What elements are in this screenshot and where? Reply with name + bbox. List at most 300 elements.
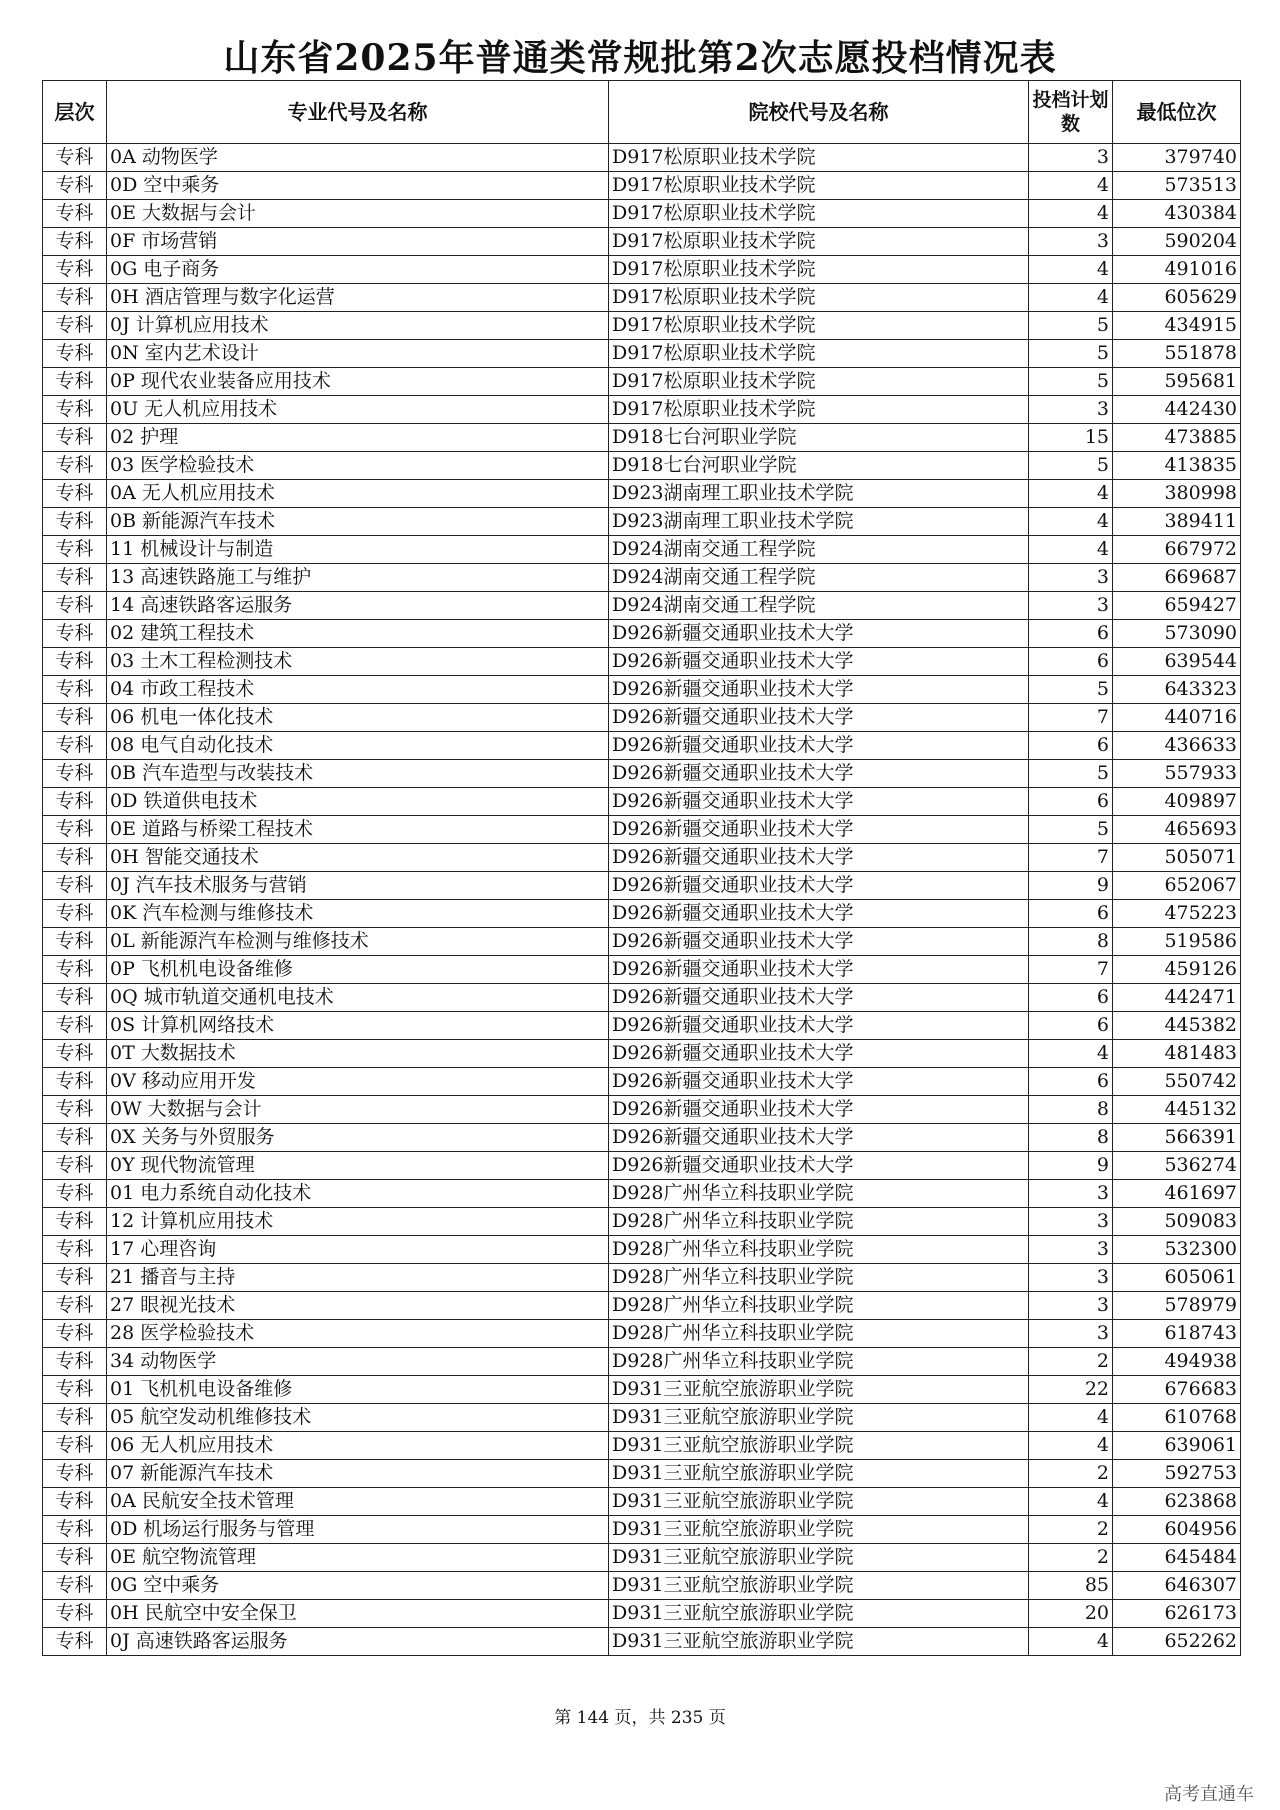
cell-major: 0E 大数据与会计 — [107, 200, 609, 228]
cell-major: 14 高速铁路客运服务 — [107, 592, 609, 620]
cell-school: D918七台河职业学院 — [609, 424, 1029, 452]
cell-level: 专科 — [43, 256, 107, 284]
cell-plan: 4 — [1029, 172, 1113, 200]
cell-plan: 9 — [1029, 872, 1113, 900]
cell-plan: 4 — [1029, 1404, 1113, 1432]
cell-level: 专科 — [43, 1460, 107, 1488]
table-row — [43, 1488, 1241, 1516]
cell-rank: 605061 — [1113, 1264, 1241, 1292]
cell-plan: 5 — [1029, 312, 1113, 340]
table-row — [43, 536, 1241, 564]
cell-plan: 3 — [1029, 1320, 1113, 1348]
watermark: 高考直通车 — [1164, 1784, 1254, 1805]
cell-school: D926新疆交通职业技术大学 — [609, 1124, 1029, 1152]
cell-school: D924湖南交通工程学院 — [609, 564, 1029, 592]
cell-school: D924湖南交通工程学院 — [609, 592, 1029, 620]
cell-rank: 380998 — [1113, 480, 1241, 508]
table-row — [43, 1152, 1241, 1180]
cell-school: D931三亚航空旅游职业学院 — [609, 1516, 1029, 1544]
cell-level: 专科 — [43, 1236, 107, 1264]
cell-plan: 6 — [1029, 984, 1113, 1012]
cell-level: 专科 — [43, 1292, 107, 1320]
cell-level: 专科 — [43, 368, 107, 396]
cell-level: 专科 — [43, 760, 107, 788]
cell-major: 0D 空中乘务 — [107, 172, 609, 200]
cell-rank: 475223 — [1113, 900, 1241, 928]
table-row — [43, 732, 1241, 760]
cell-major: 0U 无人机应用技术 — [107, 396, 609, 424]
cell-rank: 645484 — [1113, 1544, 1241, 1572]
cell-plan: 2 — [1029, 1348, 1113, 1376]
cell-major: 06 无人机应用技术 — [107, 1432, 609, 1460]
table-row — [43, 928, 1241, 956]
table-row — [43, 1320, 1241, 1348]
cell-plan: 6 — [1029, 1068, 1113, 1096]
cell-rank: 643323 — [1113, 676, 1241, 704]
cell-level: 专科 — [43, 1040, 107, 1068]
table-row — [43, 1516, 1241, 1544]
page-footer: 第 144 页，共 235 页 — [554, 1708, 726, 1728]
cell-rank: 519586 — [1113, 928, 1241, 956]
cell-level: 专科 — [43, 1516, 107, 1544]
cell-school: D926新疆交通职业技术大学 — [609, 620, 1029, 648]
cell-school: D926新疆交通职业技术大学 — [609, 1068, 1029, 1096]
table-header-row — [43, 81, 1241, 144]
table-row — [43, 816, 1241, 844]
table-row — [43, 900, 1241, 928]
cell-rank: 626173 — [1113, 1600, 1241, 1628]
cell-school: D926新疆交通职业技术大学 — [609, 928, 1029, 956]
cell-level: 专科 — [43, 1152, 107, 1180]
cell-plan: 4 — [1029, 1488, 1113, 1516]
table-row — [43, 1404, 1241, 1432]
cell-level: 专科 — [43, 396, 107, 424]
cell-plan: 2 — [1029, 1516, 1113, 1544]
cell-school: D931三亚航空旅游职业学院 — [609, 1600, 1029, 1628]
cell-school: D917松原职业技术学院 — [609, 172, 1029, 200]
table-row — [43, 368, 1241, 396]
cell-major: 0F 市场营销 — [107, 228, 609, 256]
cell-major: 03 土木工程检测技术 — [107, 648, 609, 676]
cell-major: 03 医学检验技术 — [107, 452, 609, 480]
cell-major: 05 航空发动机维修技术 — [107, 1404, 609, 1432]
cell-rank: 595681 — [1113, 368, 1241, 396]
cell-rank: 652067 — [1113, 872, 1241, 900]
cell-school: D926新疆交通职业技术大学 — [609, 648, 1029, 676]
cell-major: 0H 民航空中安全保卫 — [107, 1600, 609, 1628]
table-row — [43, 1068, 1241, 1096]
cell-major: 0S 计算机网络技术 — [107, 1012, 609, 1040]
table-row — [43, 564, 1241, 592]
cell-rank: 434915 — [1113, 312, 1241, 340]
cell-level: 专科 — [43, 1488, 107, 1516]
cell-major: 0H 酒店管理与数字化运营 — [107, 284, 609, 312]
cell-school: D917松原职业技术学院 — [609, 144, 1029, 172]
cell-plan: 5 — [1029, 676, 1113, 704]
cell-major: 21 播音与主持 — [107, 1264, 609, 1292]
cell-plan: 7 — [1029, 956, 1113, 984]
cell-major: 0G 空中乘务 — [107, 1572, 609, 1600]
cell-level: 专科 — [43, 928, 107, 956]
table-body — [43, 144, 1241, 1656]
cell-school: D928广州华立科技职业学院 — [609, 1180, 1029, 1208]
cell-plan: 4 — [1029, 480, 1113, 508]
cell-plan: 4 — [1029, 284, 1113, 312]
cell-plan: 4 — [1029, 1432, 1113, 1460]
cell-level: 专科 — [43, 1320, 107, 1348]
cell-major: 01 电力系统自动化技术 — [107, 1180, 609, 1208]
cell-plan: 5 — [1029, 760, 1113, 788]
cell-major: 07 新能源汽车技术 — [107, 1460, 609, 1488]
header-major: 专业代号及名称 — [107, 81, 609, 144]
cell-rank: 445382 — [1113, 1012, 1241, 1040]
cell-rank: 605629 — [1113, 284, 1241, 312]
cell-level: 专科 — [43, 1628, 107, 1656]
cell-school: D926新疆交通职业技术大学 — [609, 1040, 1029, 1068]
table-row — [43, 1460, 1241, 1488]
cell-major: 0J 高速铁路客运服务 — [107, 1628, 609, 1656]
header-plan: 投档计划数 — [1029, 81, 1113, 144]
cell-plan: 4 — [1029, 536, 1113, 564]
table-row — [43, 1096, 1241, 1124]
cell-major: 0Y 现代物流管理 — [107, 1152, 609, 1180]
cell-major: 0A 民航安全技术管理 — [107, 1488, 609, 1516]
cell-school: D928广州华立科技职业学院 — [609, 1236, 1029, 1264]
cell-plan: 4 — [1029, 1628, 1113, 1656]
cell-plan: 3 — [1029, 1180, 1113, 1208]
cell-plan: 6 — [1029, 732, 1113, 760]
table-row — [43, 1236, 1241, 1264]
cell-major: 17 心理咨询 — [107, 1236, 609, 1264]
cell-rank: 646307 — [1113, 1572, 1241, 1600]
table-row — [43, 508, 1241, 536]
header-rank: 最低位次 — [1113, 81, 1241, 144]
cell-rank: 652262 — [1113, 1628, 1241, 1656]
cell-plan: 7 — [1029, 704, 1113, 732]
cell-school: D931三亚航空旅游职业学院 — [609, 1628, 1029, 1656]
cell-school: D931三亚航空旅游职业学院 — [609, 1488, 1029, 1516]
cell-plan: 8 — [1029, 1124, 1113, 1152]
table-row — [43, 1124, 1241, 1152]
cell-rank: 676683 — [1113, 1376, 1241, 1404]
cell-school: D917松原职业技术学院 — [609, 368, 1029, 396]
cell-school: D926新疆交通职业技术大学 — [609, 732, 1029, 760]
cell-level: 专科 — [43, 536, 107, 564]
cell-major: 0N 室内艺术设计 — [107, 340, 609, 368]
cell-major: 0K 汽车检测与维修技术 — [107, 900, 609, 928]
cell-major: 0V 移动应用开发 — [107, 1068, 609, 1096]
cell-level: 专科 — [43, 816, 107, 844]
cell-school: D928广州华立科技职业学院 — [609, 1292, 1029, 1320]
cell-school: D931三亚航空旅游职业学院 — [609, 1376, 1029, 1404]
table-row — [43, 872, 1241, 900]
cell-level: 专科 — [43, 172, 107, 200]
cell-rank: 430384 — [1113, 200, 1241, 228]
cell-rank: 623868 — [1113, 1488, 1241, 1516]
cell-major: 0E 航空物流管理 — [107, 1544, 609, 1572]
table-row — [43, 256, 1241, 284]
cell-school: D917松原职业技术学院 — [609, 284, 1029, 312]
cell-rank: 442471 — [1113, 984, 1241, 1012]
cell-school: D926新疆交通职业技术大学 — [609, 956, 1029, 984]
table-row — [43, 172, 1241, 200]
cell-level: 专科 — [43, 452, 107, 480]
cell-major: 34 动物医学 — [107, 1348, 609, 1376]
table-row — [43, 704, 1241, 732]
cell-plan: 15 — [1029, 424, 1113, 452]
table-row — [43, 1572, 1241, 1600]
cell-level: 专科 — [43, 844, 107, 872]
cell-school: D926新疆交通职业技术大学 — [609, 676, 1029, 704]
table-row — [43, 844, 1241, 872]
cell-rank: 590204 — [1113, 228, 1241, 256]
cell-rank: 669687 — [1113, 564, 1241, 592]
cell-major: 08 电气自动化技术 — [107, 732, 609, 760]
cell-plan: 5 — [1029, 368, 1113, 396]
cell-school: D931三亚航空旅游职业学院 — [609, 1432, 1029, 1460]
cell-school: D924湖南交通工程学院 — [609, 536, 1029, 564]
cell-level: 专科 — [43, 1124, 107, 1152]
cell-plan: 3 — [1029, 1292, 1113, 1320]
cell-rank: 445132 — [1113, 1096, 1241, 1124]
table-row — [43, 228, 1241, 256]
table-row — [43, 424, 1241, 452]
cell-rank: 566391 — [1113, 1124, 1241, 1152]
cell-level: 专科 — [43, 788, 107, 816]
cell-level: 专科 — [43, 704, 107, 732]
cell-rank: 578979 — [1113, 1292, 1241, 1320]
cell-level: 专科 — [43, 424, 107, 452]
cell-rank: 491016 — [1113, 256, 1241, 284]
table-row — [43, 1012, 1241, 1040]
table-row — [43, 312, 1241, 340]
cell-school: D926新疆交通职业技术大学 — [609, 816, 1029, 844]
cell-major: 04 市政工程技术 — [107, 676, 609, 704]
cell-major: 0E 道路与桥梁工程技术 — [107, 816, 609, 844]
table-row — [43, 984, 1241, 1012]
cell-level: 专科 — [43, 984, 107, 1012]
cell-plan: 3 — [1029, 144, 1113, 172]
cell-level: 专科 — [43, 900, 107, 928]
cell-plan: 6 — [1029, 788, 1113, 816]
cell-level: 专科 — [43, 480, 107, 508]
cell-rank: 551878 — [1113, 340, 1241, 368]
cell-plan: 4 — [1029, 256, 1113, 284]
cell-major: 13 高速铁路施工与维护 — [107, 564, 609, 592]
cell-rank: 557933 — [1113, 760, 1241, 788]
cell-major: 0Q 城市轨道交通机电技术 — [107, 984, 609, 1012]
cell-plan: 6 — [1029, 648, 1113, 676]
cell-rank: 461697 — [1113, 1180, 1241, 1208]
table-row — [43, 1292, 1241, 1320]
table-row — [43, 1628, 1241, 1656]
cell-level: 专科 — [43, 1544, 107, 1572]
cell-school: D931三亚航空旅游职业学院 — [609, 1460, 1029, 1488]
cell-major: 02 建筑工程技术 — [107, 620, 609, 648]
cell-rank: 473885 — [1113, 424, 1241, 452]
cell-major: 11 机械设计与制造 — [107, 536, 609, 564]
cell-major: 0G 电子商务 — [107, 256, 609, 284]
table-row — [43, 788, 1241, 816]
header-level: 层次 — [43, 81, 107, 144]
cell-plan: 22 — [1029, 1376, 1113, 1404]
cell-school: D928广州华立科技职业学院 — [609, 1348, 1029, 1376]
cell-school: D926新疆交通职业技术大学 — [609, 984, 1029, 1012]
cell-plan: 9 — [1029, 1152, 1113, 1180]
cell-level: 专科 — [43, 1432, 107, 1460]
cell-major: 0A 动物医学 — [107, 144, 609, 172]
cell-level: 专科 — [43, 648, 107, 676]
cell-major: 0H 智能交通技术 — [107, 844, 609, 872]
cell-rank: 413835 — [1113, 452, 1241, 480]
cell-school: D926新疆交通职业技术大学 — [609, 704, 1029, 732]
cell-school: D926新疆交通职业技术大学 — [609, 900, 1029, 928]
cell-major: 0W 大数据与会计 — [107, 1096, 609, 1124]
table-row — [43, 1208, 1241, 1236]
cell-level: 专科 — [43, 564, 107, 592]
cell-plan: 6 — [1029, 1012, 1113, 1040]
cell-school: D931三亚航空旅游职业学院 — [609, 1404, 1029, 1432]
table-row — [43, 1544, 1241, 1572]
cell-rank: 536274 — [1113, 1152, 1241, 1180]
cell-plan: 7 — [1029, 844, 1113, 872]
table-row — [43, 144, 1241, 172]
cell-level: 专科 — [43, 340, 107, 368]
cell-plan: 8 — [1029, 1096, 1113, 1124]
cell-major: 28 医学检验技术 — [107, 1320, 609, 1348]
cell-school: D923湖南理工职业技术学院 — [609, 480, 1029, 508]
cell-level: 专科 — [43, 676, 107, 704]
table-row — [43, 956, 1241, 984]
cell-school: D926新疆交通职业技术大学 — [609, 844, 1029, 872]
cell-level: 专科 — [43, 1264, 107, 1292]
cell-rank: 409897 — [1113, 788, 1241, 816]
table-row — [43, 284, 1241, 312]
cell-level: 专科 — [43, 732, 107, 760]
table-row — [43, 480, 1241, 508]
table-row — [43, 200, 1241, 228]
cell-school: D926新疆交通职业技术大学 — [609, 760, 1029, 788]
cell-plan: 4 — [1029, 200, 1113, 228]
cell-rank: 639544 — [1113, 648, 1241, 676]
cell-major: 12 计算机应用技术 — [107, 1208, 609, 1236]
cell-major: 0X 关务与外贸服务 — [107, 1124, 609, 1152]
table-row — [43, 340, 1241, 368]
header-school: 院校代号及名称 — [609, 81, 1029, 144]
cell-major: 27 眼视光技术 — [107, 1292, 609, 1320]
cell-level: 专科 — [43, 1348, 107, 1376]
table-row — [43, 1264, 1241, 1292]
cell-rank: 379740 — [1113, 144, 1241, 172]
cell-major: 0B 汽车造型与改装技术 — [107, 760, 609, 788]
cell-rank: 573513 — [1113, 172, 1241, 200]
cell-plan: 5 — [1029, 816, 1113, 844]
cell-school: D917松原职业技术学院 — [609, 256, 1029, 284]
table-row — [43, 1432, 1241, 1460]
cell-plan: 5 — [1029, 452, 1113, 480]
cell-level: 专科 — [43, 1012, 107, 1040]
cell-school: D926新疆交通职业技术大学 — [609, 1152, 1029, 1180]
cell-rank: 459126 — [1113, 956, 1241, 984]
cell-plan: 85 — [1029, 1572, 1113, 1600]
table-row — [43, 396, 1241, 424]
cell-plan: 3 — [1029, 564, 1113, 592]
cell-level: 专科 — [43, 1180, 107, 1208]
cell-rank: 550742 — [1113, 1068, 1241, 1096]
cell-rank: 573090 — [1113, 620, 1241, 648]
table-row — [43, 1348, 1241, 1376]
cell-major: 02 护理 — [107, 424, 609, 452]
page-title: 山东省2025年普通类常规批第2次志愿投档情况表 — [223, 37, 1057, 79]
cell-school: D917松原职业技术学院 — [609, 312, 1029, 340]
cell-plan: 3 — [1029, 592, 1113, 620]
cell-rank: 618743 — [1113, 1320, 1241, 1348]
cell-plan: 3 — [1029, 1208, 1113, 1236]
cell-plan: 3 — [1029, 1264, 1113, 1292]
cell-plan: 3 — [1029, 228, 1113, 256]
cell-level: 专科 — [43, 228, 107, 256]
cell-plan: 6 — [1029, 620, 1113, 648]
cell-rank: 505071 — [1113, 844, 1241, 872]
cell-rank: 592753 — [1113, 1460, 1241, 1488]
cell-school: D926新疆交通职业技术大学 — [609, 1096, 1029, 1124]
cell-level: 专科 — [43, 284, 107, 312]
cell-rank: 639061 — [1113, 1432, 1241, 1460]
cell-plan: 3 — [1029, 396, 1113, 424]
cell-school: D926新疆交通职业技术大学 — [609, 872, 1029, 900]
cell-level: 专科 — [43, 508, 107, 536]
cell-rank: 494938 — [1113, 1348, 1241, 1376]
cell-school: D917松原职业技术学院 — [609, 200, 1029, 228]
cell-level: 专科 — [43, 1376, 107, 1404]
cell-plan: 2 — [1029, 1544, 1113, 1572]
cell-level: 专科 — [43, 1096, 107, 1124]
cell-plan: 8 — [1029, 928, 1113, 956]
cell-major: 0P 现代农业装备应用技术 — [107, 368, 609, 396]
cell-level: 专科 — [43, 200, 107, 228]
table-row — [43, 452, 1241, 480]
cell-rank: 465693 — [1113, 816, 1241, 844]
cell-school: D917松原职业技术学院 — [609, 340, 1029, 368]
table-row — [43, 760, 1241, 788]
cell-major: 01 飞机机电设备维修 — [107, 1376, 609, 1404]
cell-level: 专科 — [43, 1068, 107, 1096]
cell-major: 0A 无人机应用技术 — [107, 480, 609, 508]
cell-major: 06 机电一体化技术 — [107, 704, 609, 732]
cell-school: D931三亚航空旅游职业学院 — [609, 1544, 1029, 1572]
cell-major: 0J 计算机应用技术 — [107, 312, 609, 340]
cell-rank: 604956 — [1113, 1516, 1241, 1544]
cell-plan: 4 — [1029, 1040, 1113, 1068]
cell-rank: 509083 — [1113, 1208, 1241, 1236]
cell-school: D928广州华立科技职业学院 — [609, 1320, 1029, 1348]
cell-level: 专科 — [43, 312, 107, 340]
cell-level: 专科 — [43, 620, 107, 648]
cell-school: D931三亚航空旅游职业学院 — [609, 1572, 1029, 1600]
cell-school: D917松原职业技术学院 — [609, 396, 1029, 424]
table-row — [43, 592, 1241, 620]
cell-major: 0B 新能源汽车技术 — [107, 508, 609, 536]
table-row — [43, 1376, 1241, 1404]
cell-major: 0D 铁道供电技术 — [107, 788, 609, 816]
table-row — [43, 676, 1241, 704]
cell-major: 0P 飞机机电设备维修 — [107, 956, 609, 984]
cell-school: D917松原职业技术学院 — [609, 228, 1029, 256]
table-row — [43, 1180, 1241, 1208]
cell-level: 专科 — [43, 1208, 107, 1236]
cell-school: D918七台河职业学院 — [609, 452, 1029, 480]
cell-plan: 2 — [1029, 1460, 1113, 1488]
